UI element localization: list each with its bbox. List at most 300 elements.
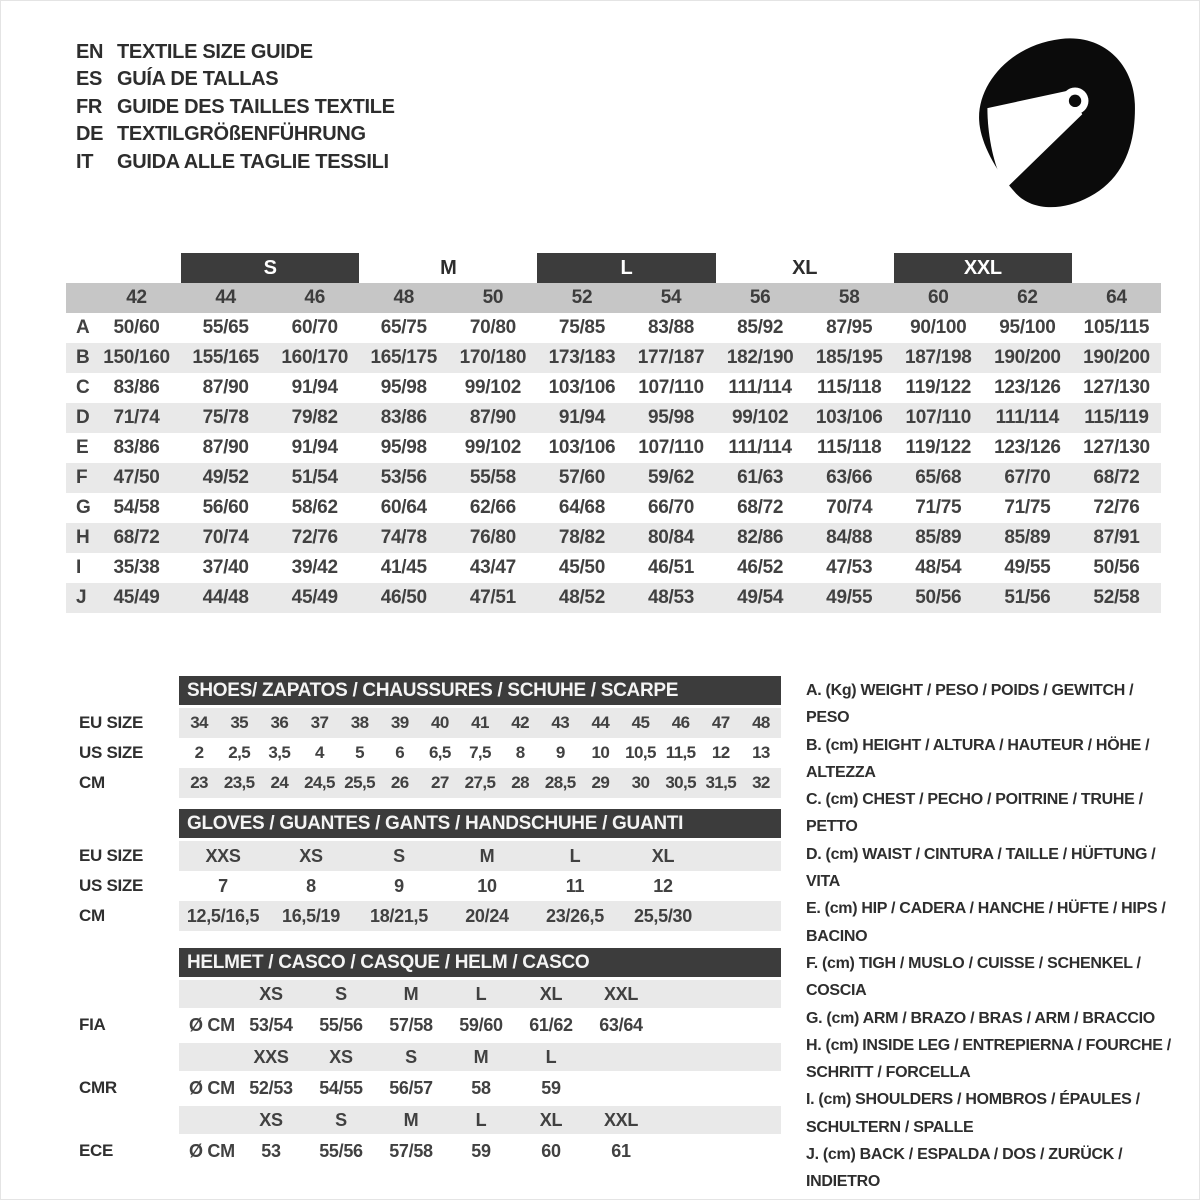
helmet-size-header: M	[473, 1047, 489, 1067]
helmet-size-header: XS	[329, 1047, 353, 1067]
value-cell: 16,5/19	[282, 906, 340, 926]
values-grid	[179, 738, 781, 768]
band-spacer	[66, 253, 181, 283]
values-band	[179, 901, 781, 931]
helmet-value-cell: 55/56	[319, 1015, 363, 1035]
legend-item: D. (cm) WAIST / CINTURA / TAILLE / HÜFTUNG / VITA	[806, 845, 1156, 891]
value-cell: 18/21,5	[370, 906, 428, 926]
values-band	[179, 841, 781, 871]
row-letter: J	[76, 587, 87, 608]
value-cell: 5	[355, 743, 365, 762]
size-column-header: 50	[482, 287, 504, 308]
certification-label: FIA	[79, 1015, 106, 1034]
value-cell: 27	[431, 773, 449, 792]
value-cell: 12,5/16,5	[186, 906, 260, 926]
measurement-row	[66, 313, 1161, 343]
size-value-cell: 75/85	[558, 317, 605, 338]
value-cell: 48	[752, 713, 770, 732]
value-cell: XS	[299, 846, 323, 866]
size-value-cell: 47/51	[469, 587, 516, 608]
size-value-cell: 55/58	[469, 467, 516, 488]
helmet-size-header: S	[405, 1047, 417, 1067]
language-title-list	[76, 39, 395, 176]
row-letter: H	[76, 527, 90, 548]
row-label: CM	[79, 773, 105, 792]
size-column-header: 64	[1106, 287, 1127, 308]
helmet-table-title: HELMET / CASCO / CASQUE / HELM / CASCO	[179, 948, 781, 977]
values-grid	[179, 841, 707, 871]
size-value-cell: 99/102	[731, 407, 789, 428]
size-value-cell: 87/90	[202, 437, 249, 458]
row-letter: B	[76, 347, 90, 368]
size-value-cell: 47/53	[826, 557, 873, 578]
size-value-cell: 95/100	[999, 317, 1056, 338]
textile-size-table	[66, 253, 1161, 613]
size-value-cell: 71/74	[113, 407, 160, 428]
value-cell: 32	[752, 773, 770, 792]
size-value-cell: 123/126	[994, 437, 1061, 458]
helmet-value-cell: 59/60	[459, 1015, 503, 1035]
helmet-size-header: M	[403, 1110, 419, 1130]
measurement-row	[66, 343, 1161, 373]
helmet-value-cell: 58	[471, 1078, 491, 1098]
size-value-cell: 83/86	[113, 437, 160, 458]
size-value-cell: 107/110	[638, 437, 704, 458]
size-column-header: 44	[215, 287, 236, 308]
language-title: TEXTILE SIZE GUIDE	[117, 41, 313, 63]
row-label: EU SIZE	[79, 713, 144, 732]
legend-item: H. (cm) INSIDE LEG / ENTREPIERNA / FOURCHE / SCHRITT / FORCELLA	[806, 1036, 1171, 1082]
value-cell: 12	[711, 743, 730, 762]
size-value-cell: 165/175	[370, 347, 438, 368]
size-value-cell: 82/86	[737, 527, 784, 548]
value-cell: 9	[555, 743, 565, 762]
size-value-cell: 155/165	[192, 347, 259, 368]
helmet-value-cell: 59	[541, 1078, 561, 1098]
size-column-header: 52	[571, 287, 593, 308]
size-value-cell: 115/119	[1084, 407, 1149, 428]
value-cell: 35	[230, 713, 249, 732]
legend-item: G. (cm) ARM / BRAZO / BRAS / ARM / BRACCIO	[806, 1009, 1155, 1027]
language-title: TEXTILGRÖßENFÜHRUNG	[117, 123, 366, 146]
size-value-cell: 95/98	[380, 377, 427, 398]
value-cell: 30,5	[665, 773, 696, 792]
size-value-cell: 119/122	[905, 377, 972, 398]
value-cell: 6,5	[428, 743, 451, 762]
size-value-cell: 52/58	[1093, 587, 1140, 608]
language-title-row	[76, 39, 395, 66]
size-value-cell: 150/160	[103, 347, 170, 368]
measurement-row	[66, 463, 1161, 493]
size-value-cell: 83/86	[380, 407, 427, 428]
size-band-m: M	[440, 257, 457, 279]
language-title: GUÍA DE TALLAS	[117, 68, 279, 91]
size-value-cell: 44/48	[202, 587, 249, 608]
legend-item: E. (cm) HIP / CADERA / HANCHE / HÜFTE / HIPS / BACINO	[806, 900, 1166, 945]
value-cell: 28	[511, 773, 529, 792]
size-value-cell: 103/106	[548, 377, 616, 398]
legend-item: A. (Kg) WEIGHT / PESO / POIDS / GEWITCH / PESO	[806, 682, 1134, 727]
values-grid	[179, 708, 781, 738]
size-value-cell: 79/82	[291, 407, 338, 428]
unit-spacer	[179, 980, 236, 1008]
size-value-cell: 39/42	[291, 557, 338, 578]
helmet-size-band	[179, 980, 781, 1008]
value-cell: 42	[511, 713, 529, 732]
size-value-cell: 177/187	[637, 347, 705, 368]
size-value-cell: 62/66	[469, 497, 516, 518]
values-band	[179, 871, 781, 901]
values-grid	[179, 871, 707, 901]
row-label: US SIZE	[79, 743, 144, 762]
value-cell: 28,5	[544, 773, 576, 792]
size-value-cell: 190/200	[994, 347, 1061, 368]
value-cell: 23	[190, 773, 208, 792]
value-cell: 12	[653, 876, 673, 896]
legend-item: C. (cm) CHEST / PECHO / POITRINE / TRUHE / PETTO	[806, 791, 1143, 836]
size-value-cell: 67/70	[1004, 467, 1051, 488]
size-value-cell: 105/115	[1083, 317, 1150, 338]
value-cell: 26	[390, 773, 409, 792]
values-band	[179, 708, 781, 738]
size-value-cell: 50/60	[113, 317, 160, 338]
size-value-cell: 107/110	[905, 407, 972, 428]
measurement-row	[66, 373, 1161, 403]
size-value-cell: 115/118	[816, 377, 882, 398]
shoes-table-title: SHOES/ ZAPATOS / CHAUSSURES / SCHUHE / SCARPE	[179, 676, 781, 705]
language-title: GUIDA ALLE TAGLIE TESSILI	[117, 150, 389, 173]
size-value-cell: 111/114	[728, 377, 792, 398]
size-value-cell: 48/53	[648, 587, 695, 608]
language-code: IT	[76, 150, 94, 173]
size-value-cell: 49/55	[826, 587, 873, 608]
size-value-cell: 57/60	[558, 467, 605, 488]
helmet-value-cell: 55/56	[319, 1141, 363, 1161]
size-value-cell: 119/122	[905, 437, 972, 458]
legend-item: I. (cm) SHOULDERS / HOMBROS / ÉPAULES / SCHULTERN / SPALLE	[806, 1091, 1140, 1136]
helmet-size-header: XL	[539, 984, 563, 1004]
size-column-header: 54	[660, 287, 682, 308]
value-cell: M	[479, 846, 495, 866]
helmet-value-cell: 61	[611, 1141, 631, 1161]
certification-label: CMR	[79, 1078, 117, 1097]
helmet-size-header: S	[335, 984, 347, 1004]
size-value-cell: 78/82	[558, 527, 605, 548]
size-value-cell: 70/80	[469, 317, 516, 338]
helmet-size-header: S	[335, 1110, 347, 1130]
value-cell: 27,5	[464, 773, 496, 792]
size-value-cell: 47/50	[113, 467, 160, 488]
diameter-unit-label: Ø CM	[189, 1015, 235, 1035]
size-value-cell: 45/49	[291, 587, 338, 608]
helmet-values-row	[179, 1073, 781, 1103]
size-value-cell: 87/95	[826, 317, 873, 338]
size-value-cell: 115/118	[816, 437, 882, 458]
helmet-value-cell: 54/55	[319, 1078, 363, 1098]
size-value-cell: 187/198	[904, 347, 972, 368]
size-column-header: 42	[126, 287, 147, 308]
size-value-cell: 56/60	[202, 497, 249, 518]
gloves-table-title: GLOVES / GUANTES / GANTS / HANDSCHUHE / GUANTI	[179, 809, 781, 838]
size-value-cell: 185/195	[815, 347, 883, 368]
value-cell: 38	[350, 713, 369, 732]
helmet-size-band	[179, 1043, 781, 1071]
size-value-cell: 75/78	[202, 407, 249, 428]
values-grid	[179, 768, 781, 798]
value-cell: 7,5	[469, 743, 491, 762]
measurement-row	[66, 493, 1161, 523]
size-value-cell: 111/114	[728, 437, 792, 458]
measurement-row	[66, 433, 1161, 463]
value-cell: 31,5	[705, 773, 737, 792]
unit-spacer	[179, 1106, 236, 1134]
size-value-cell: 74/78	[380, 527, 427, 548]
band-spacer	[1072, 253, 1161, 283]
language-title: GUIDE DES TAILLES TEXTILE	[117, 95, 395, 118]
size-value-cell: 54/58	[113, 497, 160, 518]
measurement-row	[66, 553, 1161, 583]
helmet-size-header: L	[475, 984, 487, 1004]
size-value-cell: 68/72	[1093, 467, 1140, 488]
size-value-cell: 61/63	[737, 467, 784, 488]
size-band-xxl: XXL	[894, 253, 1072, 283]
helmet-value-cell: 53/54	[249, 1015, 293, 1035]
size-value-cell: 107/110	[638, 377, 704, 398]
value-cell: 47	[711, 713, 730, 732]
legend-item: F. (cm) TIGH / MUSLO / CUISSE / SCHENKEL / COSCIA	[806, 954, 1141, 1000]
language-title-row	[76, 94, 395, 121]
size-value-cell: 64/68	[558, 497, 605, 518]
certification-label: ECE	[79, 1141, 114, 1160]
helmet-value-cell: 53	[261, 1141, 281, 1161]
helmet-size-header: M	[403, 984, 419, 1004]
size-value-cell: 95/98	[380, 437, 427, 458]
value-cell: 25,5/30	[634, 906, 692, 926]
size-value-cell: 70/74	[826, 497, 873, 518]
value-cell: 11	[565, 876, 585, 896]
value-cell: 36	[270, 713, 289, 732]
legend-item: J. (cm) BACK / ESPALDA / DOS / ZURÜCK / INDIETRO	[806, 1146, 1123, 1191]
value-cell: 43	[551, 713, 570, 732]
size-value-cell: 91/94	[291, 377, 338, 398]
size-value-cell: 127/130	[1083, 377, 1150, 398]
size-value-cell: 66/70	[648, 497, 695, 518]
size-value-cell: 123/126	[994, 377, 1061, 398]
helmet-size-header: L	[475, 1110, 487, 1130]
value-cell: 2	[194, 743, 204, 762]
helmet-values-row	[179, 1136, 781, 1166]
size-value-cell: 91/94	[558, 407, 605, 428]
size-value-cell: 72/76	[1093, 497, 1140, 518]
measurement-legend	[806, 677, 1178, 1196]
row-letter: G	[76, 497, 91, 518]
value-cell: 44	[591, 713, 610, 732]
helmet-value-cell: 57/58	[389, 1141, 433, 1161]
size-value-cell: 84/88	[826, 527, 873, 548]
value-cell: 24	[270, 773, 289, 792]
value-cell: 10,5	[625, 743, 656, 762]
size-value-cell: 90/100	[910, 317, 967, 338]
legend-item: B. (cm) HEIGHT / ALTURA / HAUTEUR / HÖHE / ALTEZZA	[806, 736, 1150, 781]
size-value-cell: 46/50	[380, 587, 427, 608]
value-cell: 41	[471, 713, 489, 732]
size-value-cell: 46/52	[737, 557, 784, 578]
size-value-cell: 68/72	[113, 527, 160, 548]
row-letter: C	[76, 377, 90, 398]
value-cell: 13	[752, 743, 770, 762]
value-cell: 34	[190, 713, 208, 732]
value-cell: 40	[431, 713, 449, 732]
size-value-cell: 63/66	[826, 467, 873, 488]
measurement-row	[66, 523, 1161, 553]
helmet-size-header: XS	[259, 984, 283, 1004]
size-value-cell: 85/89	[915, 527, 962, 548]
size-value-cell: 45/50	[558, 557, 605, 578]
size-value-cell: 173/183	[548, 347, 616, 368]
size-value-cell: 87/90	[202, 377, 249, 398]
value-cell: 8	[515, 743, 525, 762]
row-letter: A	[76, 317, 90, 338]
size-band-l: L	[537, 253, 715, 283]
size-value-cell: 35/38	[113, 557, 160, 578]
size-value-cell: 80/84	[648, 527, 695, 548]
corner-cell	[66, 283, 92, 313]
size-value-cell: 49/55	[1004, 557, 1051, 578]
value-cell: 11,5	[665, 743, 696, 762]
values-band	[179, 768, 781, 798]
value-cell: 39	[390, 713, 409, 732]
helmet-values-row	[179, 1010, 781, 1040]
size-column-header: 48	[393, 287, 415, 308]
helmet-size-header: XXL	[603, 984, 639, 1004]
measurement-row	[66, 403, 1161, 433]
helmet-size-band	[179, 1106, 781, 1134]
size-value-cell: 99/102	[464, 377, 522, 398]
size-value-cell: 87/91	[1093, 527, 1140, 548]
language-title-row	[76, 149, 395, 176]
value-cell: 46	[671, 713, 690, 732]
helmet-size-header: XXS	[253, 1047, 289, 1067]
racing-helmet-icon	[974, 35, 1139, 210]
value-cell: 20/24	[465, 906, 509, 926]
value-cell: 45	[631, 713, 650, 732]
row-label: US SIZE	[79, 876, 144, 895]
size-value-cell: 48/52	[558, 587, 605, 608]
size-value-cell: 50/56	[1093, 557, 1140, 578]
row-label: CM	[79, 906, 105, 925]
value-cell: 24,5	[304, 773, 335, 792]
language-code: ES	[76, 68, 103, 91]
size-band-row	[66, 253, 1161, 283]
size-value-cell: 170/180	[459, 347, 527, 368]
size-value-cell: 49/52	[202, 467, 249, 488]
size-value-cell: 71/75	[1004, 497, 1051, 518]
size-value-cell: 111/114	[995, 407, 1060, 428]
helmet-value-cell: 52/53	[249, 1078, 293, 1098]
size-value-cell: 49/54	[737, 587, 784, 608]
size-value-cell: 60/64	[380, 497, 427, 518]
helmet-size-header: XL	[539, 1110, 563, 1130]
helmet-value-cell: 59	[471, 1141, 491, 1161]
size-value-cell: 127/130	[1083, 437, 1150, 458]
size-value-cell: 51/56	[1004, 587, 1051, 608]
size-value-cell: 50/56	[915, 587, 962, 608]
language-code: EN	[76, 41, 104, 63]
size-value-cell: 91/94	[291, 437, 338, 458]
size-value-cell: 95/98	[648, 407, 695, 428]
values-band	[179, 738, 781, 768]
row-letter: E	[76, 437, 89, 458]
size-value-cell: 65/75	[380, 317, 427, 338]
size-value-cell: 53/56	[380, 467, 427, 488]
size-value-cell: 160/170	[281, 347, 348, 368]
helmet-size-header: XXL	[603, 1110, 639, 1130]
helmet-value-cell: 60	[541, 1141, 561, 1161]
language-code: FR	[76, 95, 103, 118]
language-code: DE	[76, 123, 104, 146]
value-cell: S	[393, 846, 405, 866]
size-value-cell: 43/47	[469, 557, 516, 578]
size-value-cell: 46/51	[648, 557, 695, 578]
value-cell: 10	[477, 876, 497, 896]
value-cell: 37	[310, 713, 329, 732]
size-value-cell: 65/68	[915, 467, 962, 488]
helmet-value-cell: 56/57	[389, 1078, 433, 1098]
value-cell: XXS	[205, 846, 241, 866]
value-cell: 9	[394, 876, 404, 896]
helmet-size-header: XS	[259, 1110, 283, 1130]
size-column-header: 62	[1017, 287, 1038, 308]
value-cell: XL	[651, 846, 675, 866]
diameter-unit-label: Ø CM	[189, 1078, 235, 1098]
size-columns-row	[66, 283, 1161, 313]
value-cell: 30	[631, 773, 650, 792]
value-cell: 2,5	[228, 743, 251, 762]
value-cell: 7	[218, 876, 228, 896]
size-value-cell: 37/40	[202, 557, 249, 578]
size-value-cell: 59/62	[648, 467, 695, 488]
row-label: EU SIZE	[79, 846, 144, 865]
value-cell: L	[569, 846, 581, 866]
size-band-xl: XL	[792, 257, 818, 279]
size-value-cell: 68/72	[737, 497, 784, 518]
size-value-cell: 103/106	[815, 407, 883, 428]
value-cell: 3,5	[268, 743, 291, 762]
helmet-size-header: L	[545, 1047, 557, 1067]
size-value-cell: 85/92	[737, 317, 784, 338]
helmet-value-cell: 57/58	[389, 1015, 433, 1035]
row-letter: I	[76, 557, 81, 578]
size-value-cell: 41/45	[380, 557, 427, 578]
size-band-s: S	[181, 253, 359, 283]
language-title-row	[76, 66, 395, 93]
size-column-header: 58	[838, 287, 860, 308]
helmet-value-cell: 61/62	[529, 1015, 573, 1035]
size-value-cell: 55/65	[202, 317, 249, 338]
value-cell: 4	[315, 743, 324, 762]
value-cell: 10	[591, 743, 610, 762]
value-cell: 25,5	[344, 773, 375, 792]
row-letter: D	[76, 407, 90, 428]
size-value-cell: 103/106	[548, 437, 616, 458]
size-column-header: 60	[928, 287, 949, 308]
values-grid	[179, 901, 707, 931]
value-cell: 29	[591, 773, 610, 792]
row-letter: F	[76, 467, 88, 488]
value-cell: 6	[395, 743, 405, 762]
size-value-cell: 72/76	[291, 527, 338, 548]
unit-spacer	[179, 1043, 236, 1071]
